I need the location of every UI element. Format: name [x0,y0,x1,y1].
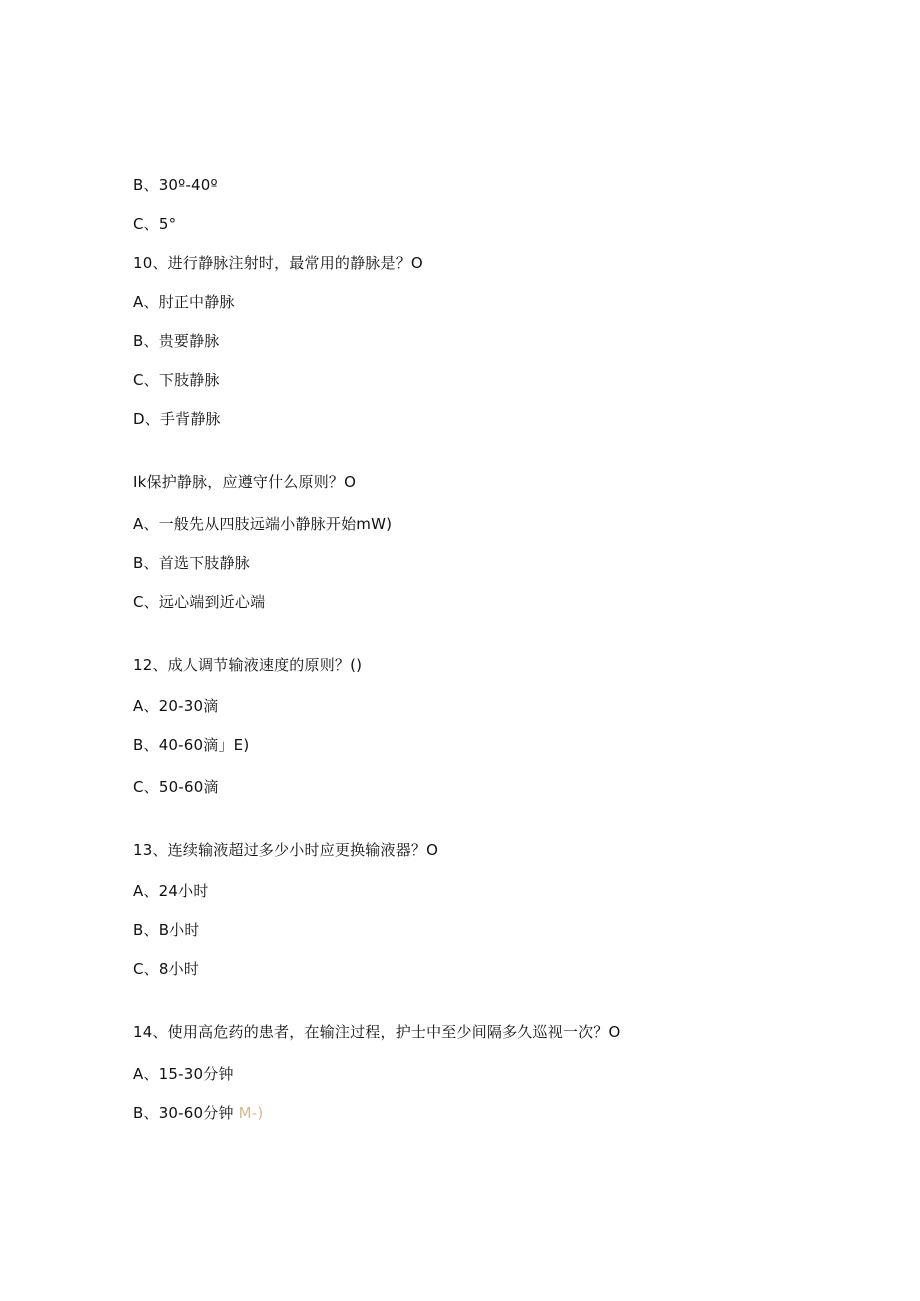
q9-option-b: B、30º-40º [133,176,218,194]
q11-option-a: A、一般先从四肢远端小静脉开始mW) [133,515,393,533]
q12-option-c: C、50-60滴 [133,778,219,796]
q12-option-a: A、20-30滴 [133,697,219,715]
q11-option-c: C、远心端到近心端 [133,593,266,611]
q9-option-c: C、5° [133,215,177,233]
q12-question: 12、成人调节输液速度的原则？() [133,656,363,674]
q10-option-b: B、贵要静脉 [133,332,220,350]
q14-option-b-row [133,1103,263,1123]
q14-option-a: A、15-30分钟 [133,1065,234,1083]
q13-option-a: A、24小时 [133,882,209,900]
q14-option-b: B、30-60分钟 [133,1104,234,1122]
q10-option-d: D、手背静脉 [133,410,221,428]
answer-mark: M-) [238,1104,264,1122]
q13-option-b: B、B小时 [133,921,200,939]
q10-question: 10、进行静脉注射时，最常用的静脉是？O [133,254,423,272]
q10-option-a: A、肘正中静脉 [133,293,235,311]
q10-option-c: C、下肢静脉 [133,371,220,389]
q14-question: 14、使用高危药的患者，在输注过程，护士中至少间隔多久巡视一次？O [133,1023,621,1041]
q12-option-b: B、40-60滴」E) [133,736,250,754]
q13-question: 13、连续输液超过多少小时应更换输液器？O [133,841,439,859]
q11-option-b: B、首选下肢静脉 [133,554,250,572]
q13-option-c: C、8小时 [133,960,200,978]
q11-question: Ik保护静脉，应遵守什么原则？O [133,473,357,491]
